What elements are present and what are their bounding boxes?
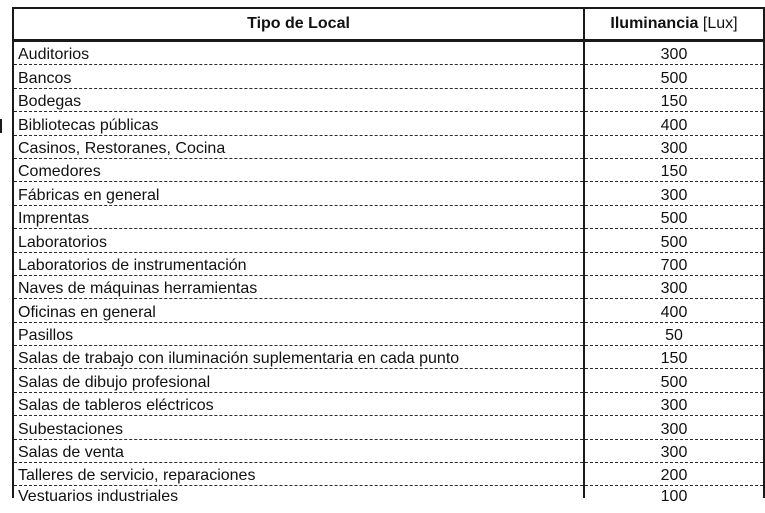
table-row <box>13 229 764 252</box>
lux-value-cell: 150 <box>584 346 764 369</box>
table-row <box>13 65 764 88</box>
local-name-cell: Talleres de servicio, reparaciones <box>13 463 584 486</box>
local-name-cell: Comedores <box>13 158 584 181</box>
local-name-cell: Laboratorios <box>13 229 584 252</box>
header-iluminancia <box>584 8 764 41</box>
local-name-cell: Salas de venta <box>13 439 584 462</box>
local-name-cell: Subestaciones <box>13 416 584 439</box>
local-name-cell: Bodegas <box>13 88 584 111</box>
header-iluminancia-label: Iluminancia <box>610 15 699 32</box>
table-row <box>13 41 764 65</box>
lux-value-cell: 300 <box>584 439 764 462</box>
lux-value-cell <box>584 486 764 506</box>
header-iluminancia-unit: [Lux] <box>702 15 738 32</box>
lux-value-cell: 300 <box>584 41 764 65</box>
lux-value-cell: 300 <box>584 135 764 158</box>
lux-value-cell: 150 <box>584 158 764 181</box>
table-row <box>13 112 764 135</box>
lux-value-cell: 400 <box>584 299 764 322</box>
table-row <box>13 369 764 392</box>
lux-value-cell: 300 <box>584 392 764 415</box>
lux-value-cell: 200 <box>584 463 764 486</box>
table-row <box>13 322 764 345</box>
lux-value-cell: 400 <box>584 112 764 135</box>
page-edge-mark <box>0 119 2 133</box>
table-row <box>13 135 764 158</box>
local-name-cell: Salas de trabajo con iluminación suplementaria en cada punto <box>13 346 584 369</box>
table-row <box>13 205 764 228</box>
table-row <box>13 299 764 322</box>
header-tipo-de-local <box>13 8 584 41</box>
table-row <box>13 463 764 486</box>
local-name-cell: Bancos <box>13 65 584 88</box>
lux-value-cell: 500 <box>584 369 764 392</box>
local-name-cell: Salas de dibujo profesional <box>13 369 584 392</box>
table-row <box>13 346 764 369</box>
table-row <box>13 158 764 181</box>
local-name-cell <box>13 486 584 506</box>
table-row <box>13 392 764 415</box>
local-name-cell: Laboratorios de instrumentación <box>13 252 584 275</box>
table-row <box>13 416 764 439</box>
table-row <box>13 252 764 275</box>
lux-value-cell: 300 <box>584 416 764 439</box>
lux-value-cell: 700 <box>584 252 764 275</box>
table-row <box>13 88 764 111</box>
local-name-cell: Auditorios <box>13 41 584 65</box>
lux-value-cell: 500 <box>584 229 764 252</box>
header-tipo-de-local-label: Tipo de Local <box>247 15 350 32</box>
table-row-partial <box>13 486 764 499</box>
local-name-cell: Naves de máquinas herramientas <box>13 275 584 298</box>
illuminance-table <box>12 7 765 506</box>
local-name-text-clipped: Vestuarios industriales <box>18 488 179 506</box>
local-name-cell: Fábricas en general <box>13 182 584 205</box>
local-name-cell: Oficinas en general <box>13 299 584 322</box>
local-name-cell: Casinos, Restoranes, Cocina <box>13 135 584 158</box>
local-name-cell: Imprentas <box>13 205 584 228</box>
lux-value-cell: 500 <box>584 65 764 88</box>
table-row <box>13 275 764 298</box>
table-row <box>13 439 764 462</box>
lux-value-cell: 50 <box>584 322 764 345</box>
table-row <box>13 182 764 205</box>
lux-value-cell: 300 <box>584 275 764 298</box>
table-header-row <box>13 8 764 41</box>
local-name-cell: Pasillos <box>13 322 584 345</box>
local-name-cell: Bibliotecas públicas <box>13 112 584 135</box>
lux-value-text-clipped: 100 <box>660 488 688 506</box>
lux-value-cell: 500 <box>584 205 764 228</box>
lux-value-cell: 300 <box>584 182 764 205</box>
lux-value-cell: 150 <box>584 88 764 111</box>
local-name-cell: Salas de tableros eléctricos <box>13 392 584 415</box>
